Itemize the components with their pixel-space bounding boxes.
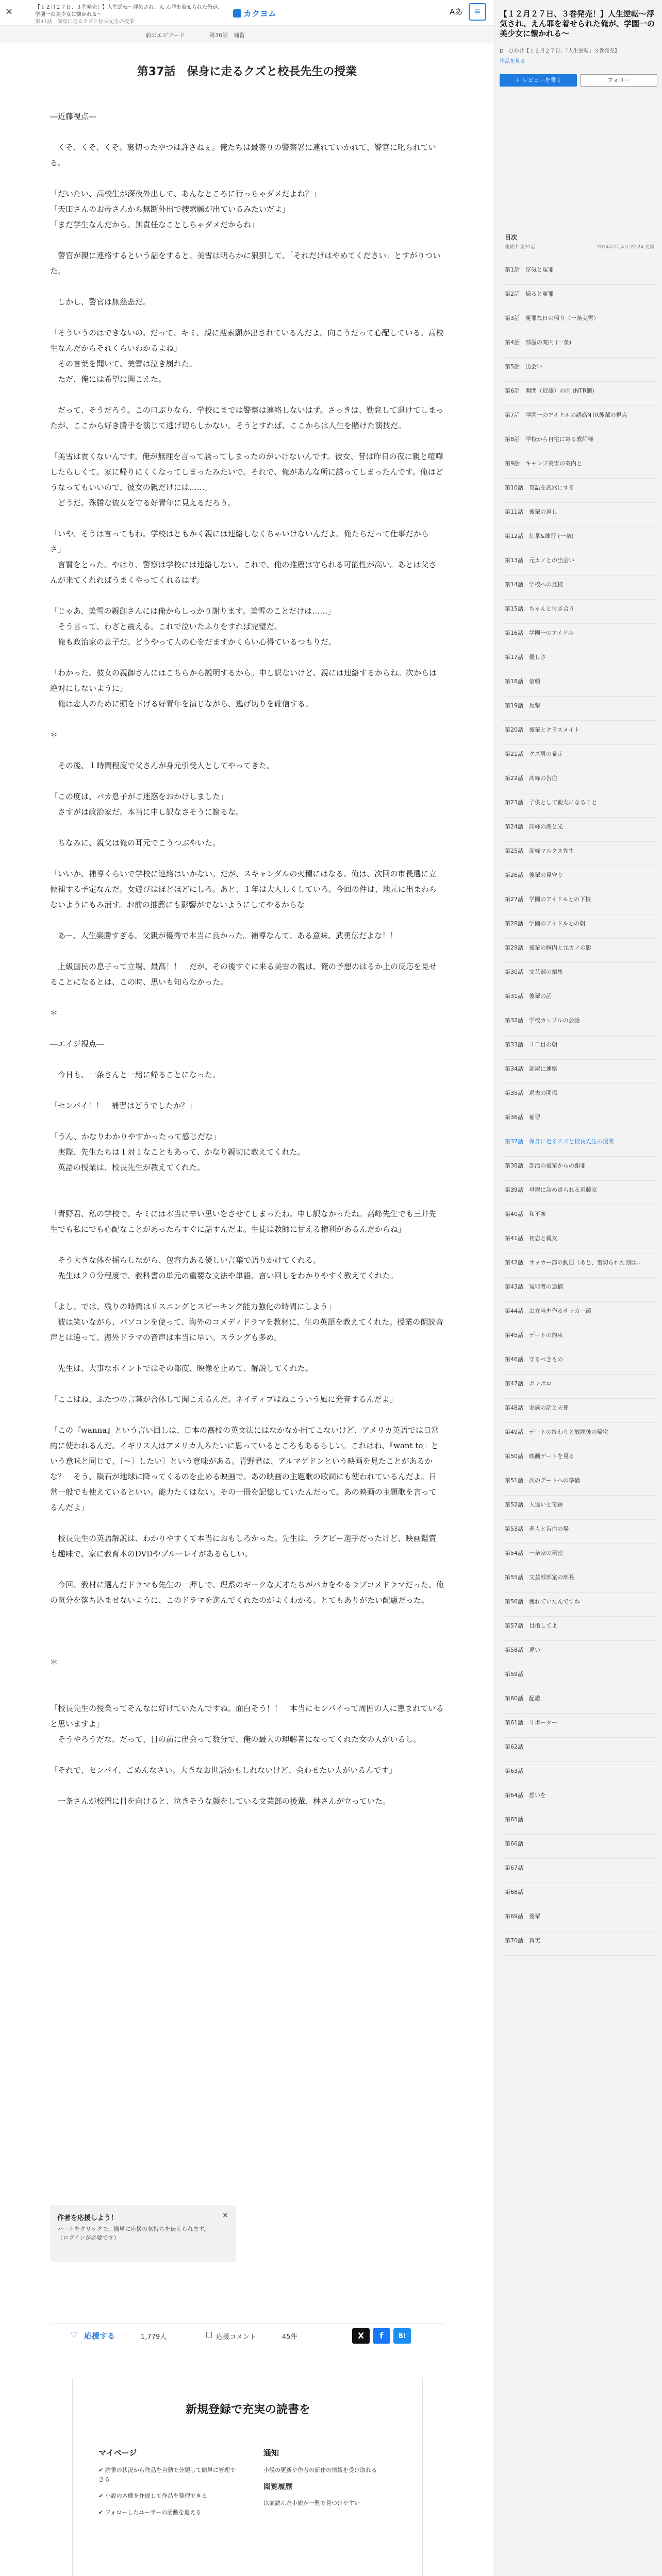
episode-article (50, 43, 444, 1809)
prev-episode-link[interactable]: 前のエピソード (145, 32, 185, 39)
share-facebook-button[interactable]: f (373, 2328, 390, 2344)
comment-count[interactable]: 45件 (282, 2333, 297, 2341)
current-episode-label: 第36話 補習 (209, 32, 245, 39)
toc-item[interactable]: 第9話 キャンプ美雪の案内と (502, 454, 656, 479)
share-hatena-button[interactable]: B! (393, 2328, 411, 2344)
support-button[interactable]: 応援する (84, 2331, 115, 2341)
follow-button[interactable]: フォロー (580, 74, 657, 87)
toc-item[interactable]: 第52話 人違いと奇跡 (502, 1496, 656, 1520)
feature-item: ✔ 小説の本棚を作成して作品を整理できる (98, 2493, 207, 2499)
toc-item[interactable]: 第3話 冤罪な日の帰り（一条美雪） (502, 309, 656, 333)
toc-item[interactable]: 第69話 後輩 (502, 1907, 656, 1931)
toc-item[interactable]: 第30話 文芸部の編集 (502, 963, 656, 987)
toc-item[interactable]: 第20話 後輩とクラスメイト (502, 721, 656, 745)
toc-item[interactable]: 第37話 保身に走るクズと校長先生の授業 (502, 1132, 656, 1157)
toc-item[interactable]: 第17話 優しさ (502, 648, 656, 672)
toc-item[interactable]: 第26話 後輩の見守り (502, 866, 656, 890)
toc-item[interactable]: 第14話 学校への登校 (502, 575, 656, 600)
toc-item[interactable]: 第68話 (502, 1883, 656, 1907)
toc-item[interactable]: 第1話 浮気と冤罪 (502, 261, 656, 285)
support-popup-title: 作者を応援しよう！ (57, 2214, 118, 2222)
work-link[interactable]: 作品を見る (500, 59, 525, 64)
toc-item[interactable]: 第8話 学校から自宅に寄る教師様 (502, 430, 656, 454)
support-count[interactable]: 1,779人 (141, 2333, 167, 2341)
toc-item[interactable]: 第48話 家族の話と天使 (502, 1399, 656, 1423)
toc-item[interactable]: 第40話 和平案 (502, 1205, 656, 1229)
toc-item[interactable]: 第35話 過去の関係 (502, 1084, 656, 1108)
toc-meta (505, 243, 654, 250)
toc-item[interactable]: 第67話 (502, 1859, 656, 1883)
toc-item[interactable]: 第34話 部屋に連絡 (502, 1060, 656, 1084)
toc-updated: 2024年1月4日 22:24 更新 (597, 245, 654, 250)
comment-icon[interactable]: □ (206, 2330, 213, 2338)
toc-item[interactable]: 第58話 違い (502, 1641, 656, 1665)
toc-item[interactable]: 第47話 ポンポロ (502, 1375, 656, 1399)
episode-body: ―近藤視点― くそ、くそ、くそ。裏切ったやつは許さねぇ。俺たちは最寄りの警察署に連れていかれて、警官に叱られている。 「だいたい、高校生が深夜外出して、あんなところに行っちゃダメだよね？」 「天田さんのお母さんから無断外出で捜索願が出ているみたいだよ」 「まだ学生なんだから、無責任なことしちゃダメだからね」 警官が親に連絡するという話をすると、美雪は明らかに狼狽して、「それだけはやめてください」とすがりついた。 しかし、警官は無慈悲だ。 「そういうのはできないの。だって、キミ、親に捜索願が出されているんだよ。向こうだって心配している。高校生なんだからそれくらいわかるよね」 その言葉を聞いて、美雪は泣き崩れた。 ただ、俺には希望に聞こえた。 だって、そうだろう。この口ぶりなら、学校にまでは警察は連絡しないはず。さっきは、勤怠して退けてしまったが、ここから好き勝手を演じて逃げ切らしかない。そうとすれば、ここからは人生を賭けた演技だ。 「美雪は責くないんです。俺が無理を言って誘ってしまったのがいけないんです。彼女、昔は昨日の夜に親と喧嘩したらしくて。家に帰りにくくなってしまったみたいで。それで、俺があんな所に誘ってしまったんです。俺はどうなってもいいので、彼女の親だけには……」 どうだ。殊勝な彼女を守る好青年に見えるだろう。 「いや、そうは言ってもね。学校はともかく親には連絡しなくちゃいけないんだよ。俺たちだって仕事だからさ」 言質をとった。やはり、警察は学校には連絡しない。これで、俺の推薦は守られる可能性が高い。あとは父さんが来てくれればうまくやってくれるはず。 「じゃあ、美雪の親御さんには俺からしっかり謝ります。美雪のことだけは……」 そう言って、わざと震える。これで泣いたふりをすれば完璧だ。 俺も政治家の息子だ。どうやって人の心をだますかくらい心得ているつもりだ。 「わかった。彼女の親御さんにはこちらから説明するから。申し訳ないけど、親には連絡するからね。次からは絶対にしないように」 俺は恋人のために頭を下げる好青年を演じながら、逃げ切りを確信する。 ＊ その後、１時間程度で父さんが身元引受人としてやってきた。 「この度は、バカ息子がご迷惑をおかけしました」 さすがは政治家だ。本当に申し訳なさそうに謝るな。 ちなみに、親父は俺の耳元でこうつぶやいた。 「いいか、補導くらいで学校に連絡はいかない。だが、スキャンダルの火種にはなる。俺は、次回の市長選に立候補する予定なんだ。女遊びはほどほどにしろ。あと、１年は大人しくしていろ。今回の件は、地元に出まわらないようにもみ消す。お前の推薦にも影響がでないようにしてやるからな」 あー、人生楽勝すぎる。父親が優秀で本当に良かった。補導なんて、ある意味、武勇伝だよな！！ 上級国民の息子って立場、最高！！ だが、その後すぐに来る美雪の親は、俺の予想のはるか上の反応を見せることになるとは、この時、思いも知らなかった。 ＊ ―エイジ視点― 今日も、一条さんと一緒に帰ることになった。 「センパイ！！ 補習はどうでしたか？」 「うん、かなりわかりやすかったって感じだな」 実際、先生たちは１対１なこともあって、かなり親切に教えてくれた。 英語の授業は、校長先生が教えてくれた。 「青野君、私の学校で、キミには本当に辛い思いをさせてしまったね。申し訳なかったね。高峰先生でも三井先生でも私にでも心配なことがあったらすぐに話すんだよ。生徒は教師に甘える権利があるんだからね」 そう大きな体を揺らしながら、包容力ある優しい言葉で語りかけてくれる。 先生は２０分程度で、教科書の単元の重要な文法や単語、言い回しをわかりやすく教えてくれた。 「よし。では、残りの時間はリスニングとスピーキング能力強化の時間にしよう」 彼は笑いながら、パソコンを使って、海外のコメディドラマを教材に、生の英語を教えてくれた。授業の朗読音声とは違って、海外ドラマの音声は本当に早い。スラングも多め。 先生は、大事なポイントではその都度、映像を止めて、解説してくれた。 「ここはね、ふたつの言葉が合体して聞こえるんだ。ネイティブはねこういう風に発音するんだよ」 「この『wanna』という言い回しは、日本の高校の英文法にはなかなか出てこないけど、アメリカ英語では日常的に使われるんだ。イギリス人はアメリカ人みたいに思っているところもあるらしい。これはね、『want to』という意味と同じで、〔～〕したい〕という意味がある。青野君は、アルマゲドンという映画を見たことがあるかな？ そう、隕石が地球に降ってくるのを止める映画で。あの映画の主題歌の歌詞にも使われているんだよ。日常一般でも使えているといい。能力たくはない。その一冊を記憶していたんだって。あの映画の主題歌を言ってるんだよ」 校長先生の英語解説は、わかりやすくて本当におもしろかった。先生は、ラグビー選手だったけど、映画鑑賞も趣味で、家に教育本のDVDやブルーレイがあるらしい。 今回、教材に選んだドラマも先生の一押しで、理系のギークな天才たちがパカをやるラブコメドラマだった。俺の気分を落ち込ませないように、このドラマを選んでくれたのがよくわかる。とてもありがたい配慮だった。 ＊ 「校長先生の授業ってそんなに好けていたんですね。面白そう！！ 本当にセンパイって周囲の人に恵まれていると思いますよ」 そうやろうだな。だって、目の前に出会って数分で、俺の最大の理解者になってくれた女の人がいるし。 「それで、センパイ、ごめんなさい。大きなお世話かもしれないけど、会わせたい人がいるんです」 一条さんが校門に目を向けると、泣きそうな顔をしている文芸部の後輩、林さんが立っていた。 (50, 112, 444, 1806)
toc-item[interactable]: 第38話 部活の後輩からの謝罪 (502, 1157, 656, 1181)
heart-icon[interactable]: ♡ (71, 2330, 78, 2340)
toc-item[interactable]: 第49話 デートの終わりと放課後の帰宅 (502, 1423, 656, 1447)
notification-heading: 通知 (263, 2448, 279, 2458)
close-icon[interactable]: × (222, 2211, 228, 2219)
toc-item[interactable]: 第56話 疲れていたんですね (502, 1592, 656, 1617)
menu-icon[interactable]: ≡ (469, 3, 486, 21)
mypage-features (98, 2466, 238, 2524)
toc-item[interactable]: 第70話 真実 (502, 1931, 656, 1956)
toc-item[interactable]: 第57話 目指してよ (502, 1617, 656, 1641)
toc-item[interactable]: 第28話 学園のアイドルとの朝 (502, 914, 656, 939)
toc-item[interactable]: 第45話 デートの約束 (502, 1326, 656, 1350)
toc-item[interactable]: 第60話 配慮 (502, 1689, 656, 1714)
logo-icon (233, 9, 241, 18)
toc-item[interactable]: 第59話 (502, 1665, 656, 1689)
episode-title: 第37話 保身に走るクズと校長先生の授業 (137, 65, 357, 78)
toc-item[interactable]: 第11話 後輩の返し (502, 503, 656, 527)
feature-item: ✔ フォローしたユーザーの活動を追える (98, 2509, 202, 2516)
action-bar (50, 2324, 444, 2346)
toc-item[interactable]: 第36話 補習 (502, 1108, 656, 1132)
author-name[interactable]: D ひかけ【１２月２７日、『人生逆転』３巻発売】 (500, 48, 620, 54)
toc-item[interactable]: 第63話 (502, 1762, 656, 1786)
toc-item[interactable]: 第4話 部屋の案内 (一条) (502, 333, 656, 358)
toc-item[interactable]: 第46話 守るべきもの (502, 1350, 656, 1375)
toc-item[interactable]: 第15話 ちゃんと付き合う (502, 600, 656, 624)
feature-heading: 閲覧履歴 (263, 2483, 292, 2491)
toc-item[interactable]: 第50話 映画デートを見る (502, 1447, 656, 1471)
toc-item[interactable]: 第22話 高峰の告白 (502, 769, 656, 793)
feature-item: 小説の更新や作者の新作の情報を受け取れる (263, 2467, 377, 2473)
toc-item[interactable]: 第66話 (502, 1835, 656, 1859)
toc-item[interactable]: 第25話 高峰マルクス先生 (502, 842, 656, 866)
toc-item[interactable]: 第18話 信頼 (502, 672, 656, 697)
close-icon[interactable]: × (5, 6, 13, 17)
signup-panel (72, 2378, 423, 2576)
table-of-contents (502, 261, 656, 1956)
toc-count: 連載中 全37話 (505, 245, 536, 250)
feature-item: 以前読んだ小説が一覧で見つけやすい (263, 2500, 360, 2506)
toc-item[interactable]: 第16話 学園一のアイドル (502, 624, 656, 648)
font-size-button[interactable]: Aあ (450, 7, 463, 16)
site-logo[interactable] (233, 7, 276, 19)
toc-item[interactable]: 第2話 帰ると冤罪 (502, 285, 656, 309)
toc-item[interactable]: 第12話 紅茶&練習 (一条) (502, 527, 656, 551)
toc-item[interactable]: 第27話 学園のアイドルとの下校 (502, 890, 656, 914)
episode-navigation (0, 26, 494, 43)
work-promo-title[interactable]: 【１２月２７日、３巻発売！】人生逆転～浮気され、えん罪を着せられた俺が、学園一の美少女に懐かれる～ (500, 9, 655, 38)
toc-item[interactable]: 第62話 (502, 1738, 656, 1762)
work-title[interactable] (35, 4, 226, 26)
support-popup-text: ハートをクリックで、簡単に応援の気持ちを伝えられます。（ログインが必要です） (57, 2226, 210, 2241)
notification-features (263, 2466, 403, 2515)
signup-title: 新規登録で充実の読書を (185, 2403, 310, 2416)
support-popup (50, 2205, 236, 2262)
toc-item[interactable]: 第61話 リポーター (502, 1714, 656, 1738)
toc-item[interactable]: 第5話 出会い (502, 358, 656, 382)
toc-item[interactable]: 第44話 お弁当を作るサッカー部 (502, 1302, 656, 1326)
comment-button[interactable]: 応援コメント (216, 2333, 257, 2341)
toc-item[interactable]: 第43話 冤罪者の逮捕 (502, 1278, 656, 1302)
episode-subtitle: 第37話 保身に走るクズと校長先生の授業 (35, 19, 135, 25)
toc-item[interactable]: 第53話 老人と告白の場 (502, 1520, 656, 1544)
toc-item[interactable]: 第33話 ３日目の朝 (502, 1036, 656, 1060)
toc-item[interactable]: 第39話 母親に詰め寄られる近藤家 (502, 1181, 656, 1205)
toc-item[interactable]: 第29話 後輩の胸内と元カノの影 (502, 939, 656, 963)
toc-item[interactable]: 第7話 学園一のアイドルの誘惑NTR後輩の視点 (502, 406, 656, 430)
review-button[interactable]: ＋ レビューを書く (500, 74, 577, 87)
logo-text: カクヨム (243, 9, 277, 19)
toc-item[interactable]: 第10話 英語を武器にする (502, 479, 656, 503)
toc-item[interactable]: 第64話 想いを (502, 1786, 656, 1810)
toc-item[interactable]: 第55話 文芸部部室の部長 (502, 1568, 656, 1592)
toc-item[interactable]: 第65話 (502, 1810, 656, 1835)
work-title-text[interactable]: 【１２月２７日、３巻発売！】人生逆転～浮気され、え ん罪を着せられた俺が、学園一の美少女に懐かれる～ (35, 5, 223, 18)
toc-item[interactable]: 第6話 開閉（近藤）の雨 (NTR側) (502, 382, 656, 406)
toc-item[interactable]: 第24話 高峰の涙と光 (502, 818, 656, 842)
toc-item[interactable]: 第54話 一条家の秘密 (502, 1544, 656, 1568)
toc-item[interactable]: 第23話 子供として親友になること (502, 793, 656, 818)
toc-item[interactable]: 第13話 元カノとの出会い (502, 551, 656, 575)
mypage-heading: マイページ (98, 2448, 137, 2458)
toc-item[interactable]: 第42話 サッカー部の動揺（あと、裏切られた側は… (502, 1253, 656, 1278)
toc-item[interactable]: 第41話 初恋と親友 (502, 1229, 656, 1253)
share-x-button[interactable]: X (352, 2328, 370, 2344)
toc-heading: 目次 (505, 234, 518, 241)
toc-item[interactable]: 第31話 後輩の話 (502, 987, 656, 1011)
toc-item[interactable]: 第51話 次のデートへの準備 (502, 1471, 656, 1496)
toc-item[interactable]: 第19話 反撃 (502, 697, 656, 721)
toc-item[interactable]: 第32話 学校カップルの会話 (502, 1011, 656, 1036)
sidebar (494, 0, 662, 2576)
toc-item[interactable]: 第21話 クズ男の暴走 (502, 745, 656, 769)
feature-item: ✔ 読書の状況から作品を自動で分類して簡単に管理できる (98, 2467, 236, 2483)
